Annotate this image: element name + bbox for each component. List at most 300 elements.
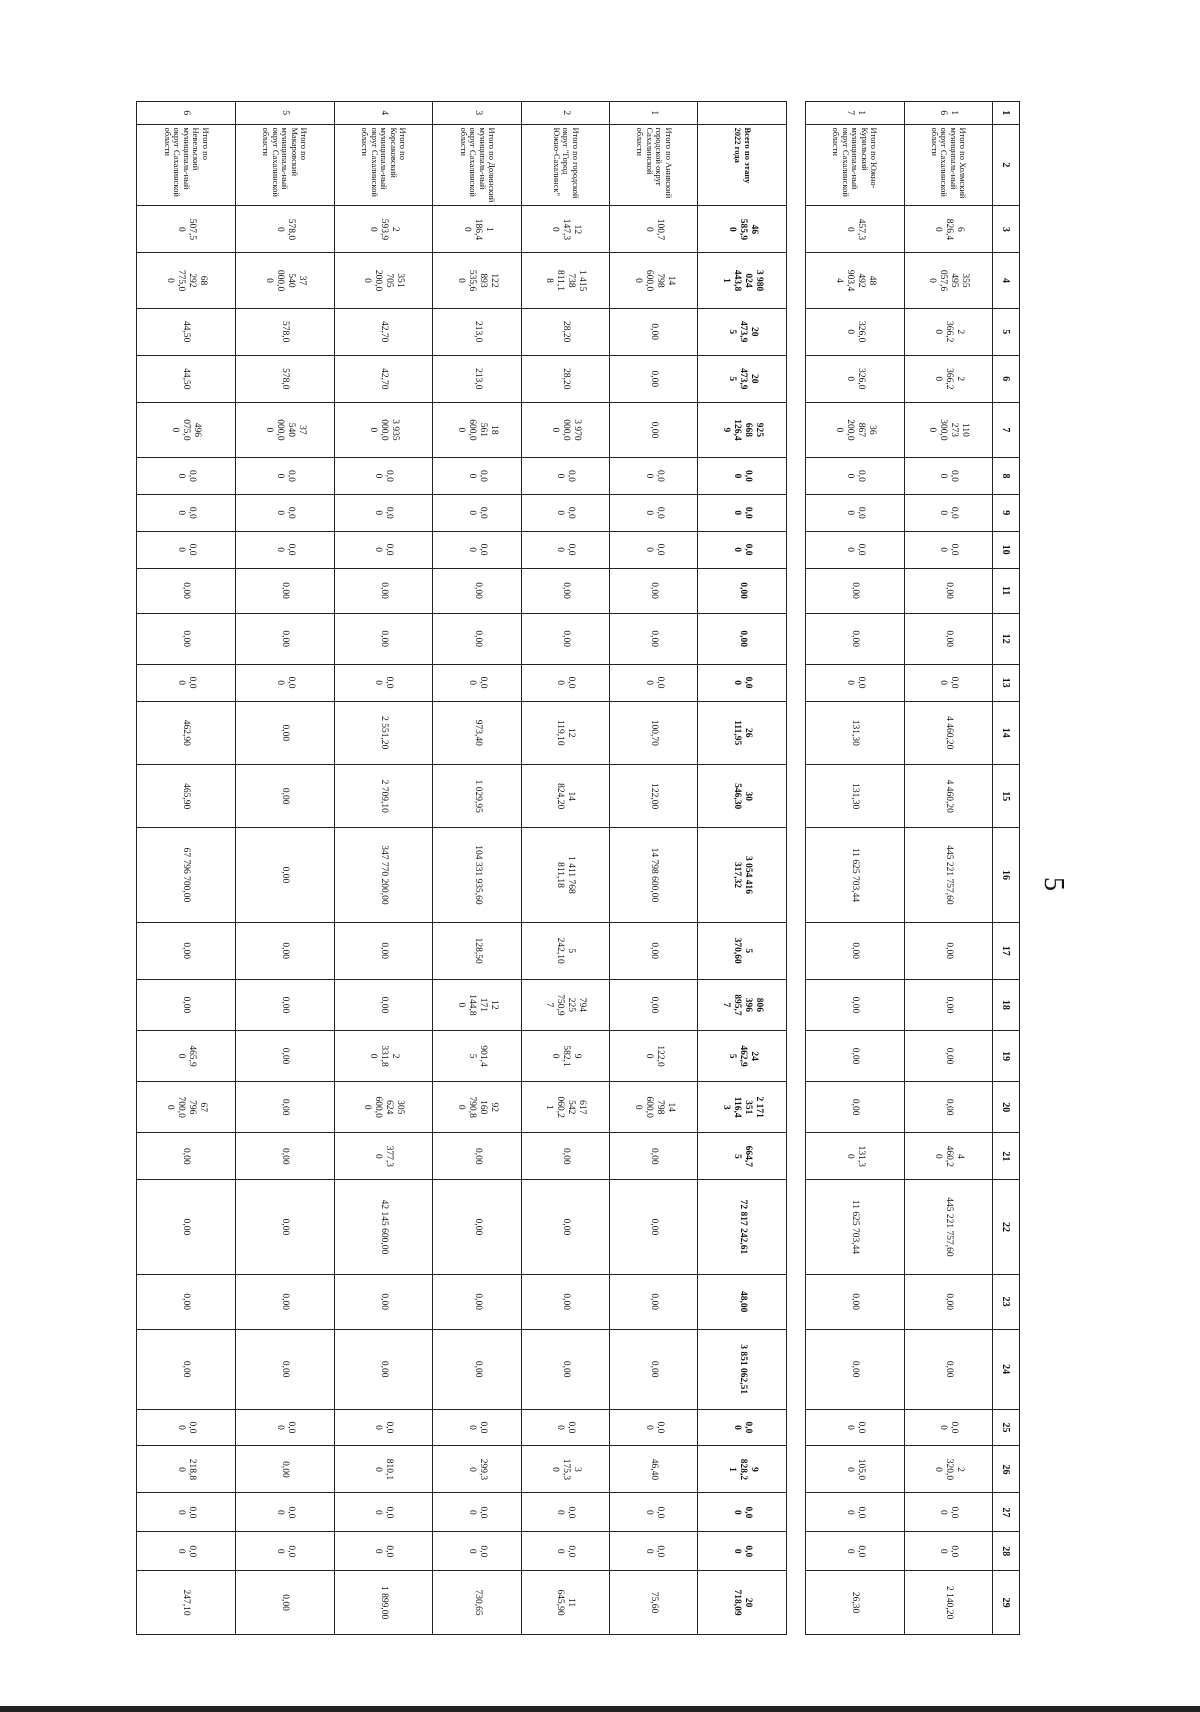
table-cell: 0,0 0 bbox=[904, 494, 992, 531]
table-row bbox=[521, 102, 609, 1635]
table-cell: 0,0 0 bbox=[334, 664, 433, 701]
page-number: 5 bbox=[1038, 877, 1069, 891]
table-cell: 0,00 bbox=[235, 613, 334, 664]
column-number: 28 bbox=[993, 1532, 1020, 1571]
table-cell: 0,00 bbox=[521, 1274, 609, 1329]
table-cell: 1 186,4 0 bbox=[433, 206, 521, 253]
table-cell: 9 828,2 1 bbox=[698, 1446, 786, 1493]
table-cell: 0,0 0 bbox=[334, 494, 433, 531]
table-cell: 0,0 0 bbox=[334, 1493, 433, 1532]
table-cell: 0,0 0 bbox=[433, 458, 521, 495]
table-cell: 0,00 bbox=[235, 1329, 334, 1409]
column-number: 12 bbox=[993, 613, 1020, 664]
table-cell: 42 145 600,00 bbox=[334, 1180, 433, 1274]
table-cell: 0,0 0 bbox=[698, 1409, 786, 1446]
row-number bbox=[698, 102, 786, 125]
table-cell: 0,00 bbox=[610, 355, 698, 402]
table-cell: 355 495 057,6 0 bbox=[904, 253, 992, 308]
table-row bbox=[334, 102, 433, 1635]
table-cell: 0,00 bbox=[610, 613, 698, 664]
row-name: Итого по Холмский муниципаль-ный округ Сахалинской области bbox=[904, 124, 992, 206]
column-number: 27 bbox=[993, 1493, 1020, 1532]
table-cell: 37 540 000,0 0 bbox=[235, 253, 334, 308]
table-cell: 122 893 535,6 0 bbox=[433, 253, 521, 308]
table-cell: 28,20 bbox=[521, 308, 609, 355]
table-cell: 0,00 bbox=[235, 1571, 334, 1635]
table-cell: 2 709,10 bbox=[334, 764, 433, 827]
gap-cell bbox=[786, 102, 805, 1635]
table-cell: 2 593,9 0 bbox=[334, 206, 433, 253]
table-cell: 0,00 bbox=[521, 1329, 609, 1409]
column-number: 13 bbox=[993, 664, 1020, 701]
table-cell: 0,0 0 bbox=[334, 1532, 433, 1571]
table-cell: 122,0 0 bbox=[610, 1031, 698, 1082]
table-cell: 2 331,8 0 bbox=[334, 1031, 433, 1082]
table-cell: 925 668 126,4 9 bbox=[698, 402, 786, 457]
column-number: 29 bbox=[993, 1571, 1020, 1635]
table-cell: 0,0 0 bbox=[433, 1409, 521, 1446]
table-cell: 0,00 bbox=[805, 979, 904, 1030]
table-cell: 0,00 bbox=[433, 613, 521, 664]
table-cell: 42,70 bbox=[334, 308, 433, 355]
rotated-table-wrapper bbox=[136, 101, 1020, 1635]
table-cell: 0,0 0 bbox=[137, 458, 236, 495]
table-cell: 0,00 bbox=[610, 1180, 698, 1274]
table-cell: 445 221 757,60 bbox=[904, 828, 992, 922]
table-cell: 0,0 0 bbox=[904, 1493, 992, 1532]
table-cell: 0,00 bbox=[137, 1274, 236, 1329]
table-cell: 0,0 0 bbox=[805, 494, 904, 531]
table-cell: 0,0 0 bbox=[805, 664, 904, 701]
table-cell: 0,00 bbox=[334, 1274, 433, 1329]
table-cell: 0,0 0 bbox=[433, 1493, 521, 1532]
table-cell: 0,0 0 bbox=[521, 1409, 609, 1446]
table-cell: 806 396 895,7 7 bbox=[698, 979, 786, 1030]
table-cell: 3 980 024 443,8 1 bbox=[698, 253, 786, 308]
table-cell: 12 119,10 bbox=[521, 701, 609, 764]
table-cell: 0,0 0 bbox=[610, 458, 698, 495]
table-cell: 2 140,20 bbox=[904, 1571, 992, 1635]
table-cell: 0,00 bbox=[433, 1133, 521, 1180]
table-cell: 0,0 0 bbox=[137, 1493, 236, 1532]
column-number: 26 bbox=[993, 1446, 1020, 1493]
table-cell: 4 460,2 0 bbox=[904, 1133, 992, 1180]
table-cell: 14 798 600,00 bbox=[610, 828, 698, 922]
table-cell: 0,0 0 bbox=[137, 531, 236, 568]
table-cell: 0,00 bbox=[904, 1329, 992, 1409]
table-cell: 67 796 700,0 0 bbox=[137, 1082, 236, 1133]
table-cell: 48 492 903,4 4 bbox=[805, 253, 904, 308]
table-cell: 0,0 0 bbox=[521, 664, 609, 701]
table-cell: 578,0 bbox=[235, 355, 334, 402]
table-cell: 0,00 bbox=[433, 1329, 521, 1409]
table-cell: 0,0 0 bbox=[235, 458, 334, 495]
table-cell: 0,0 0 bbox=[904, 458, 992, 495]
table-cell: 0,0 0 bbox=[521, 458, 609, 495]
column-number: 4 bbox=[993, 253, 1020, 308]
column-number: 5 bbox=[993, 308, 1020, 355]
column-number: 21 bbox=[993, 1133, 1020, 1180]
table-cell: 496 075,0 0 bbox=[137, 402, 236, 457]
table-cell: 28,20 bbox=[521, 355, 609, 402]
column-number: 18 bbox=[993, 979, 1020, 1030]
table-cell: 0,0 0 bbox=[805, 531, 904, 568]
table-cell: 0,0 0 bbox=[698, 664, 786, 701]
table-cell: 247,10 bbox=[137, 1571, 236, 1635]
table-cell: 0,00 bbox=[334, 568, 433, 613]
row-name: Итого по Корсаковский муниципаль-ный округ Сахалинской области bbox=[334, 124, 433, 206]
data-table bbox=[136, 101, 1020, 1635]
table-cell: 377,3 0 bbox=[334, 1133, 433, 1180]
table-cell: 122,00 bbox=[610, 764, 698, 827]
table-cell: 0,00 bbox=[610, 568, 698, 613]
table-cell: 578,0 bbox=[235, 308, 334, 355]
table-cell: 0,0 0 bbox=[137, 494, 236, 531]
table-body bbox=[137, 102, 1020, 1635]
table-row bbox=[805, 102, 904, 1635]
column-number: 9 bbox=[993, 494, 1020, 531]
table-cell: 3 851 062,51 bbox=[698, 1329, 786, 1409]
table-cell: 0,0 0 bbox=[334, 458, 433, 495]
table-cell: 68 292 775,0 0 bbox=[137, 253, 236, 308]
table-cell: 0,00 bbox=[610, 1329, 698, 1409]
table-cell: 44,50 bbox=[137, 355, 236, 402]
table-cell: 1 415 738 811,1 8 bbox=[521, 253, 609, 308]
table-cell: 347 770 200,00 bbox=[334, 828, 433, 922]
column-number: 11 bbox=[993, 568, 1020, 613]
table-cell: 26 111,95 bbox=[698, 701, 786, 764]
table-cell: 0,0 0 bbox=[610, 1409, 698, 1446]
table-cell: 46 585,9 0 bbox=[698, 206, 786, 253]
column-number: 23 bbox=[993, 1274, 1020, 1329]
table-cell: 3 935 000,0 0 bbox=[334, 402, 433, 457]
table-cell: 100,7 0 bbox=[610, 206, 698, 253]
table-cell: 465,9 0 bbox=[137, 1031, 236, 1082]
table-cell: 794 225 750,9 7 bbox=[521, 979, 609, 1030]
row-number: 6 bbox=[137, 102, 236, 125]
table-cell: 5 242,10 bbox=[521, 922, 609, 979]
column-number: 1 bbox=[993, 102, 1020, 125]
table-cell: 1 029,95 bbox=[433, 764, 521, 827]
table-cell: 0,00 bbox=[137, 568, 236, 613]
table-cell: 0,00 bbox=[433, 1274, 521, 1329]
table-cell: 131,30 bbox=[805, 701, 904, 764]
table-cell: 12 171 144,8 0 bbox=[433, 979, 521, 1030]
table-cell: 0,00 bbox=[235, 1446, 334, 1493]
table-cell: 11 625 703,44 bbox=[805, 1180, 904, 1274]
table-cell: 14 798 600,0 0 bbox=[610, 253, 698, 308]
row-number: 3 bbox=[433, 102, 521, 125]
table-cell: 46,40 bbox=[610, 1446, 698, 1493]
table-cell: 36 867 200,0 0 bbox=[805, 402, 904, 457]
table-cell: 0,00 bbox=[610, 922, 698, 979]
table-row bbox=[137, 102, 236, 1635]
column-number: 16 bbox=[993, 828, 1020, 922]
table-cell: 0,00 bbox=[235, 1082, 334, 1133]
table-cell: 0,0 0 bbox=[137, 664, 236, 701]
table-cell: 0,00 bbox=[521, 613, 609, 664]
table-cell: 0,0 0 bbox=[904, 664, 992, 701]
table-cell: 326,0 0 bbox=[805, 308, 904, 355]
table-cell: 30 546,30 bbox=[698, 764, 786, 827]
table-cell: 104 331 935,60 bbox=[433, 828, 521, 922]
column-number: 17 bbox=[993, 922, 1020, 979]
table-cell: 299,3 0 bbox=[433, 1446, 521, 1493]
table-cell: 0,00 bbox=[235, 1180, 334, 1274]
row-name: Итого по Макаровский муниципаль-ный округ Сахалинской области bbox=[235, 124, 334, 206]
table-cell: 351 705 200,0 0 bbox=[334, 253, 433, 308]
column-number: 10 bbox=[993, 531, 1020, 568]
table-cell: 6 826,4 0 bbox=[904, 206, 992, 253]
table-cell: 0,0 0 bbox=[235, 494, 334, 531]
column-number: 6 bbox=[993, 355, 1020, 402]
table-cell: 445 221 757,60 bbox=[904, 1180, 992, 1274]
table-cell: 131,30 bbox=[805, 764, 904, 827]
table-cell: 0,00 bbox=[904, 922, 992, 979]
table-cell: 0,00 bbox=[235, 1274, 334, 1329]
table-cell: 37 540 000,0 0 bbox=[235, 402, 334, 457]
table-cell: 11 645,90 bbox=[521, 1571, 609, 1635]
table-cell: 1 411 768 811,18 bbox=[521, 828, 609, 922]
table-cell: 44,50 bbox=[137, 308, 236, 355]
table-cell: 0,0 0 bbox=[698, 1493, 786, 1532]
table-cell: 0,00 bbox=[698, 613, 786, 664]
table-cell: 0,00 bbox=[521, 568, 609, 613]
table-cell: 11 625 703,44 bbox=[805, 828, 904, 922]
table-cell: 0,00 bbox=[137, 1329, 236, 1409]
table-cell: 0,0 0 bbox=[521, 494, 609, 531]
table-cell: 0,0 0 bbox=[610, 1493, 698, 1532]
table-cell: 12 147,3 0 bbox=[521, 206, 609, 253]
table-cell: 14 798 600,0 0 bbox=[610, 1082, 698, 1133]
table-cell: 0,00 bbox=[137, 922, 236, 979]
table-cell: 92 160 790,8 0 bbox=[433, 1082, 521, 1133]
table-cell: 901,4 5 bbox=[433, 1031, 521, 1082]
table-cell: 100,70 bbox=[610, 701, 698, 764]
table-cell: 110 273 300,0 0 bbox=[904, 402, 992, 457]
table-cell: 20 718,09 bbox=[698, 1571, 786, 1635]
row-name: Итого по Южно-Курильский муниципаль-ный округ Сахалинской области bbox=[805, 124, 904, 206]
column-number: 7 bbox=[993, 402, 1020, 457]
table-cell: 2 551,20 bbox=[334, 701, 433, 764]
table-cell: 0,0 0 bbox=[698, 1532, 786, 1571]
column-number: 3 bbox=[993, 206, 1020, 253]
table-cell: 0,0 0 bbox=[610, 531, 698, 568]
column-number: 22 bbox=[993, 1180, 1020, 1274]
table-cell: 128,50 bbox=[433, 922, 521, 979]
table-cell: 9 582,1 0 bbox=[521, 1031, 609, 1082]
table-cell: 465,90 bbox=[137, 764, 236, 827]
table-cell: 730,65 bbox=[433, 1571, 521, 1635]
table-cell: 0,00 bbox=[137, 613, 236, 664]
table-cell: 0,00 bbox=[610, 979, 698, 1030]
table-cell: 0,0 0 bbox=[235, 1532, 334, 1571]
row-number: 2 bbox=[521, 102, 609, 125]
column-number: 2 bbox=[993, 124, 1020, 206]
table-cell: 457,3 0 bbox=[805, 206, 904, 253]
table-cell: 0,00 bbox=[904, 568, 992, 613]
table-cell: 67 796 700,00 bbox=[137, 828, 236, 922]
table-cell: 3 970 000,0 0 bbox=[521, 402, 609, 457]
table-cell: 213,0 bbox=[433, 355, 521, 402]
table-cell: 1 899,00 bbox=[334, 1571, 433, 1635]
table-cell: 0,00 bbox=[137, 1133, 236, 1180]
table-cell: 0,00 bbox=[698, 568, 786, 613]
row-name: Итого по Анивский городской округ Сахалинской области bbox=[610, 124, 698, 206]
column-number: 8 bbox=[993, 458, 1020, 495]
table-cell: 0,00 bbox=[904, 1274, 992, 1329]
table-cell: 0,00 bbox=[137, 1180, 236, 1274]
column-number: 24 bbox=[993, 1329, 1020, 1409]
table-cell: 0,0 0 bbox=[904, 1532, 992, 1571]
table-cell: 4 460,20 bbox=[904, 701, 992, 764]
header-row bbox=[993, 102, 1020, 1635]
row-number: 1 7 bbox=[805, 102, 904, 125]
table-cell: 0,0 0 bbox=[137, 1532, 236, 1571]
section-gap bbox=[786, 102, 805, 1635]
table-cell: 326,0 0 bbox=[805, 355, 904, 402]
table-cell: 0,00 bbox=[610, 308, 698, 355]
table-cell: 0,00 bbox=[904, 1082, 992, 1133]
scan-edge-bar bbox=[0, 1706, 1200, 1712]
table-cell: 24 462,9 5 bbox=[698, 1031, 786, 1082]
table-cell: 3 054 416 317,32 bbox=[698, 828, 786, 922]
table-cell: 2 366,2 0 bbox=[904, 308, 992, 355]
table-cell: 0,0 0 bbox=[698, 494, 786, 531]
table-cell: 973,40 bbox=[433, 701, 521, 764]
table-cell: 0,00 bbox=[805, 922, 904, 979]
table-cell: 4 460,20 bbox=[904, 764, 992, 827]
table-cell: 0,0 0 bbox=[235, 1409, 334, 1446]
table-cell: 0,00 bbox=[235, 764, 334, 827]
table-cell: 0,00 bbox=[235, 1133, 334, 1180]
table-cell: 131,3 0 bbox=[805, 1133, 904, 1180]
table-cell: 617 542 060,2 1 bbox=[521, 1082, 609, 1133]
table-cell: 0,00 bbox=[904, 1031, 992, 1082]
table-cell: 0,0 0 bbox=[521, 1532, 609, 1571]
table-cell: 0,0 0 bbox=[235, 664, 334, 701]
row-number: 1 6 bbox=[904, 102, 992, 125]
table-cell: 462,90 bbox=[137, 701, 236, 764]
table-cell: 0,00 bbox=[235, 922, 334, 979]
column-number: 15 bbox=[993, 764, 1020, 827]
table-cell: 0,00 bbox=[610, 1133, 698, 1180]
table-cell: 0,0 0 bbox=[334, 1409, 433, 1446]
table-cell: 0,0 0 bbox=[433, 494, 521, 531]
table-cell: 72 817 242,61 bbox=[698, 1180, 786, 1274]
table-cell: 305 624 600,0 0 bbox=[334, 1082, 433, 1133]
table-cell: 0,00 bbox=[805, 1082, 904, 1133]
table-row bbox=[433, 102, 521, 1635]
table-cell: 14 824,20 bbox=[521, 764, 609, 827]
row-number: 5 bbox=[235, 102, 334, 125]
table-cell: 0,00 bbox=[235, 828, 334, 922]
table-cell: 2 171 351 116,4 3 bbox=[698, 1082, 786, 1133]
row-name: Итого по Невельский муниципаль-ный округ Сахалинской области bbox=[137, 124, 236, 206]
row-number: 1 bbox=[610, 102, 698, 125]
table-cell: 0,0 0 bbox=[610, 1532, 698, 1571]
table-cell: 0,0 0 bbox=[805, 458, 904, 495]
table-cell: 0,0 0 bbox=[433, 664, 521, 701]
table-cell: 0,00 bbox=[334, 922, 433, 979]
table-cell: 0,00 bbox=[521, 1133, 609, 1180]
column-number: 20 bbox=[993, 1082, 1020, 1133]
table-cell: 0,00 bbox=[235, 979, 334, 1030]
table-cell: 664,7 5 bbox=[698, 1133, 786, 1180]
table-cell: 0,00 bbox=[137, 979, 236, 1030]
row-name: Всего по этапу 2022 года bbox=[698, 124, 786, 206]
table-cell: 0,0 0 bbox=[610, 664, 698, 701]
table-cell: 0,0 0 bbox=[904, 531, 992, 568]
table-cell: 810,1 0 bbox=[334, 1446, 433, 1493]
table-cell: 0,0 0 bbox=[698, 531, 786, 568]
table-cell: 20 473,9 5 bbox=[698, 308, 786, 355]
table-cell: 105,0 0 bbox=[805, 1446, 904, 1493]
table-cell: 26,30 bbox=[805, 1571, 904, 1635]
table-row bbox=[904, 102, 992, 1635]
row-number: 4 bbox=[334, 102, 433, 125]
table-cell: 0,0 0 bbox=[137, 1409, 236, 1446]
table-cell: 0,0 0 bbox=[805, 1493, 904, 1532]
table-cell: 578,0 0 bbox=[235, 206, 334, 253]
table-cell: 0,00 bbox=[904, 979, 992, 1030]
table-cell: 0,00 bbox=[805, 1329, 904, 1409]
table-cell: 0,0 0 bbox=[235, 1493, 334, 1532]
table-cell: 213,0 bbox=[433, 308, 521, 355]
table-cell: 18 561 600,0 0 bbox=[433, 402, 521, 457]
table-cell: 0,0 0 bbox=[433, 1532, 521, 1571]
table-cell: 0,00 bbox=[334, 613, 433, 664]
table-cell: 0,00 bbox=[805, 613, 904, 664]
column-number: 19 bbox=[993, 1031, 1020, 1082]
table-cell: 75,60 bbox=[610, 1571, 698, 1635]
table-cell: 0,00 bbox=[904, 613, 992, 664]
table-cell: 0,0 0 bbox=[610, 494, 698, 531]
table-row bbox=[235, 102, 334, 1635]
table-cell: 218,8 0 bbox=[137, 1446, 236, 1493]
column-number: 14 bbox=[993, 701, 1020, 764]
table-cell: 0,00 bbox=[805, 568, 904, 613]
table-cell: 0,0 0 bbox=[433, 531, 521, 568]
row-name: Итого по городской округ "Город Южно-Сахалинск" bbox=[521, 124, 609, 206]
table-cell: 0,00 bbox=[235, 1031, 334, 1082]
table-cell: 0,00 bbox=[433, 568, 521, 613]
table-cell: 0,00 bbox=[235, 701, 334, 764]
table-row bbox=[610, 102, 698, 1635]
table-cell: 0,0 0 bbox=[698, 458, 786, 495]
row-name: Итого по Долинский муниципаль-ный округ Сахалинской области bbox=[433, 124, 521, 206]
column-number: 25 bbox=[993, 1409, 1020, 1446]
table-cell: 0,00 bbox=[334, 1329, 433, 1409]
table-cell: 0,00 bbox=[235, 568, 334, 613]
table-cell: 0,00 bbox=[433, 1180, 521, 1274]
table-cell: 0,00 bbox=[805, 1274, 904, 1329]
table-cell: 0,0 0 bbox=[805, 1409, 904, 1446]
table-cell: 0,0 0 bbox=[904, 1409, 992, 1446]
table-cell: 0,00 bbox=[334, 979, 433, 1030]
table-cell: 3 175,3 0 bbox=[521, 1446, 609, 1493]
table-cell: 0,00 bbox=[805, 1031, 904, 1082]
table-cell: 0,00 bbox=[610, 402, 698, 457]
table-row bbox=[698, 102, 786, 1635]
table-cell: 0,0 0 bbox=[334, 531, 433, 568]
table-cell: 0,00 bbox=[610, 1274, 698, 1329]
table-cell: 0,0 0 bbox=[805, 1532, 904, 1571]
table-cell: 48,00 bbox=[698, 1274, 786, 1329]
table-cell: 0,0 0 bbox=[235, 531, 334, 568]
table-cell: 507,5 0 bbox=[137, 206, 236, 253]
table-cell: 0,00 bbox=[521, 1180, 609, 1274]
